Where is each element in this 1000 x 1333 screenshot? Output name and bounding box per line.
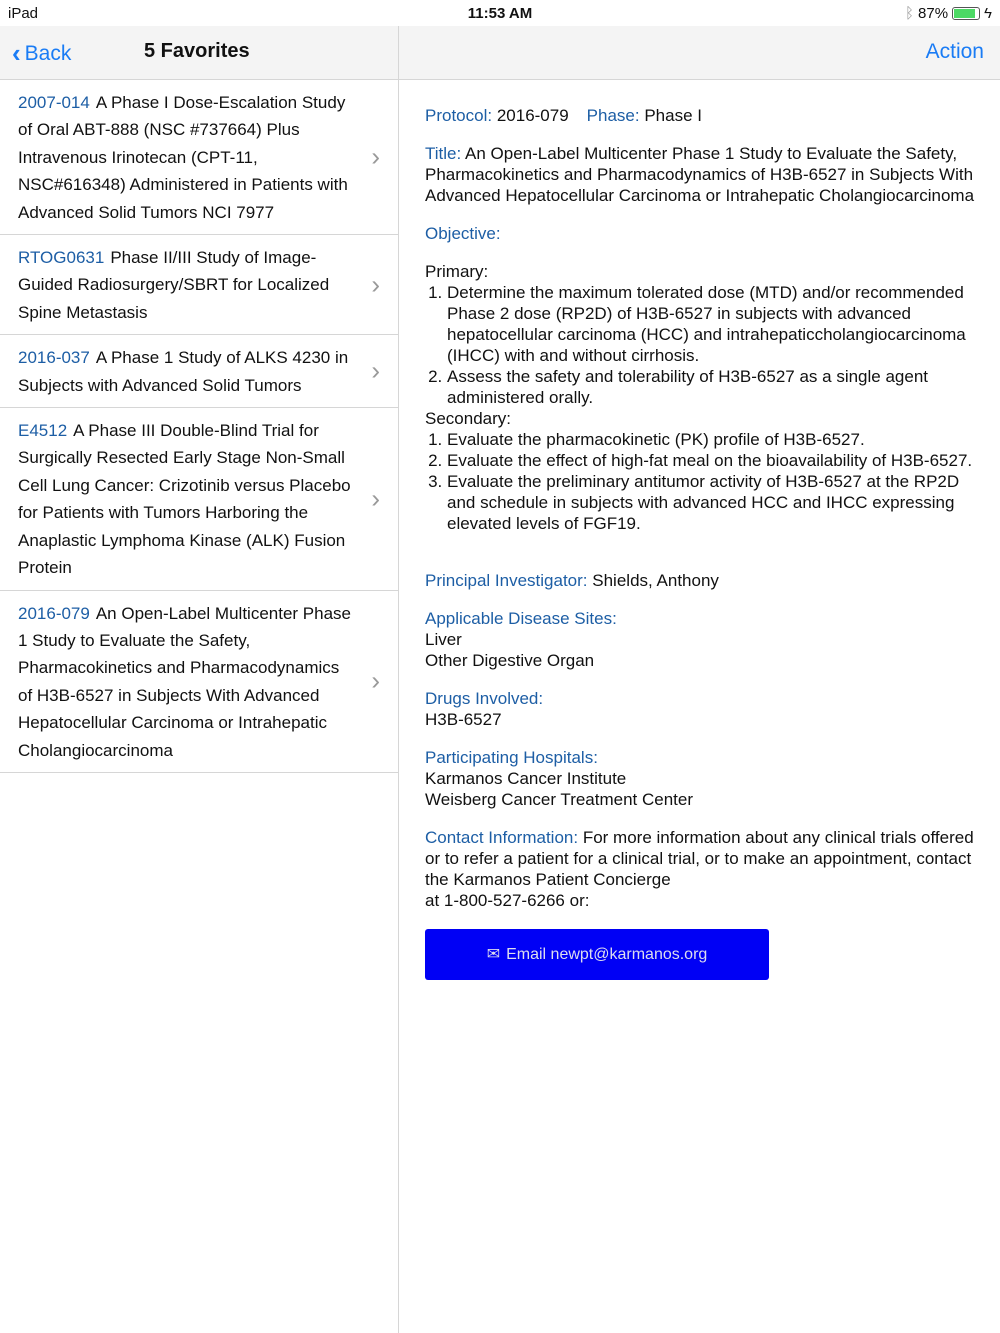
contact-phone: at 1-800-527-6266 or: bbox=[425, 891, 590, 910]
list-item[interactable] bbox=[0, 80, 398, 235]
contact-text: For more information about any clinical trials offered or to refer a patient for a clinical trial, or to make an appointment, contact the Karmanos Patient Concierge bbox=[425, 828, 974, 889]
navigation-bar bbox=[0, 26, 1000, 80]
chevron-right-icon: › bbox=[371, 483, 380, 514]
primary-objectives bbox=[425, 282, 980, 408]
back-label: Back bbox=[24, 41, 72, 65]
sites-label: Applicable Disease Sites: bbox=[425, 609, 617, 628]
device-name: iPad bbox=[8, 4, 39, 22]
protocol-code: RTOG0631 bbox=[18, 248, 105, 268]
site: Liver bbox=[425, 630, 462, 649]
secondary-label: Secondary: bbox=[425, 409, 511, 428]
email-button[interactable] bbox=[425, 929, 769, 980]
pi-value: Shields, Anthony bbox=[592, 571, 719, 590]
trial-title: Phase II/III Study of Image-Guided Radiosurgery/SBRT for Localized Spine Metastasis bbox=[18, 248, 330, 322]
contact-label: Contact Information: bbox=[425, 828, 579, 847]
favorites-list bbox=[0, 80, 399, 1333]
list-item[interactable] bbox=[0, 591, 398, 773]
protocol-code: 2016-037 bbox=[18, 348, 90, 368]
phase-label: Phase: bbox=[586, 106, 640, 125]
objective-item: 3. Evaluate the preliminary antitumor activity of H3B-6527 at the RP2D and schedule in subjects with advanced HCC and IHCC expressing elevated levels of FGF19. bbox=[447, 471, 980, 534]
trial-detail bbox=[425, 80, 980, 980]
email-label: Email newpt@karmanos.org bbox=[506, 946, 708, 963]
primary-label: Primary: bbox=[425, 262, 489, 281]
battery-icon bbox=[952, 7, 980, 20]
charging-icon: ϟ bbox=[984, 4, 992, 22]
chevron-left-icon: ‹ bbox=[12, 38, 21, 68]
envelope-icon: ✉ bbox=[486, 946, 501, 963]
chevron-right-icon: › bbox=[371, 141, 380, 172]
trial-title: A Phase 1 Study of ALKS 4230 in Subjects with Advanced Solid Tumors bbox=[18, 348, 349, 395]
protocol-code: E4512 bbox=[18, 421, 68, 441]
page-title: 5 Favorites bbox=[144, 40, 250, 62]
protocol-label: Protocol: bbox=[425, 106, 493, 125]
pi-label: Principal Investigator: bbox=[425, 571, 588, 590]
bluetooth-icon: ᛒ bbox=[905, 4, 915, 22]
trial-title: An Open-Label Multicenter Phase 1 Study to Evaluate the Safety, Pharmacokinetics and Pharmacodynamics of H3B-6527 in Subjects With Advanced Hepatocellular Carcinoma or Intrahepatic Cholangiocarcinoma bbox=[18, 603, 351, 760]
site: Other Digestive Organ bbox=[425, 651, 595, 670]
title-label: Title: bbox=[425, 144, 462, 163]
chevron-right-icon: › bbox=[371, 665, 380, 696]
hospital: Karmanos Cancer Institute bbox=[425, 769, 627, 788]
protocol-value: 2016-079 bbox=[496, 106, 569, 125]
back-button[interactable] bbox=[12, 38, 71, 69]
objective-item: 1. Evaluate the pharmacokinetic (PK) profile of H3B-6527. bbox=[447, 429, 980, 450]
trial-title: A Phase I Dose-Escalation Study of Oral ABT-888 (NSC #737664) Plus Intravenous Irinotecan (CPT-11, NSC#616348) Administered in Patients with Advanced Solid Tumors NCI 7977 bbox=[18, 93, 348, 222]
drugs-label: Drugs Involved: bbox=[425, 689, 544, 708]
secondary-objectives bbox=[425, 429, 980, 534]
objective-item: 2. Evaluate the effect of high-fat meal on the bioavailability of H3B-6527. bbox=[447, 450, 980, 471]
chevron-right-icon: › bbox=[371, 355, 380, 386]
drug: H3B-6527 bbox=[425, 710, 502, 729]
chevron-right-icon: › bbox=[371, 268, 380, 299]
protocol-code: 2016-079 bbox=[18, 603, 90, 623]
hospitals-label: Participating Hospitals: bbox=[425, 748, 598, 767]
action-button[interactable]: Action bbox=[925, 40, 984, 63]
list-item[interactable] bbox=[0, 408, 398, 590]
objective-item: 1. Determine the maximum tolerated dose (MTD) and/or recommended Phase 2 dose (RP2D) of H3B-6527 in subjects with advanced hepatocellular carcinoma (HCC) and intrahepaticcholangiocarcinoma (IHCC) with and without cirrhosis. bbox=[447, 282, 980, 366]
battery-percent: 87% bbox=[918, 4, 949, 22]
phase-value: Phase I bbox=[644, 106, 702, 125]
objective-item: 2. Assess the safety and tolerability of H3B-6527 as a single agent administered orally. bbox=[447, 366, 980, 408]
protocol-code: 2007-014 bbox=[18, 93, 90, 112]
objective-label: Objective: bbox=[425, 224, 501, 243]
list-item[interactable] bbox=[0, 235, 398, 335]
trial-title: A Phase III Double-Blind Trial for Surgically Resected Early Stage Non-Small Cell Lung Cancer: Crizotinib versus Placebo for Patients with Tumors Harboring the Anaplastic Lymphoma Kinase (ALK) Fusion Protein bbox=[18, 421, 351, 578]
hospital: Weisberg Cancer Treatment Center bbox=[425, 790, 694, 809]
status-bar bbox=[0, 0, 1000, 26]
list-item[interactable] bbox=[0, 335, 398, 408]
clock: 11:53 AM bbox=[467, 4, 533, 22]
title-value: An Open-Label Multicenter Phase 1 Study to Evaluate the Safety, Pharmacokinetics and Pharmacodynamics of H3B-6527 in Subjects With Advanced Hepatocellular Carcinoma or Intrahepatic Cholangiocarcinoma bbox=[425, 144, 975, 205]
